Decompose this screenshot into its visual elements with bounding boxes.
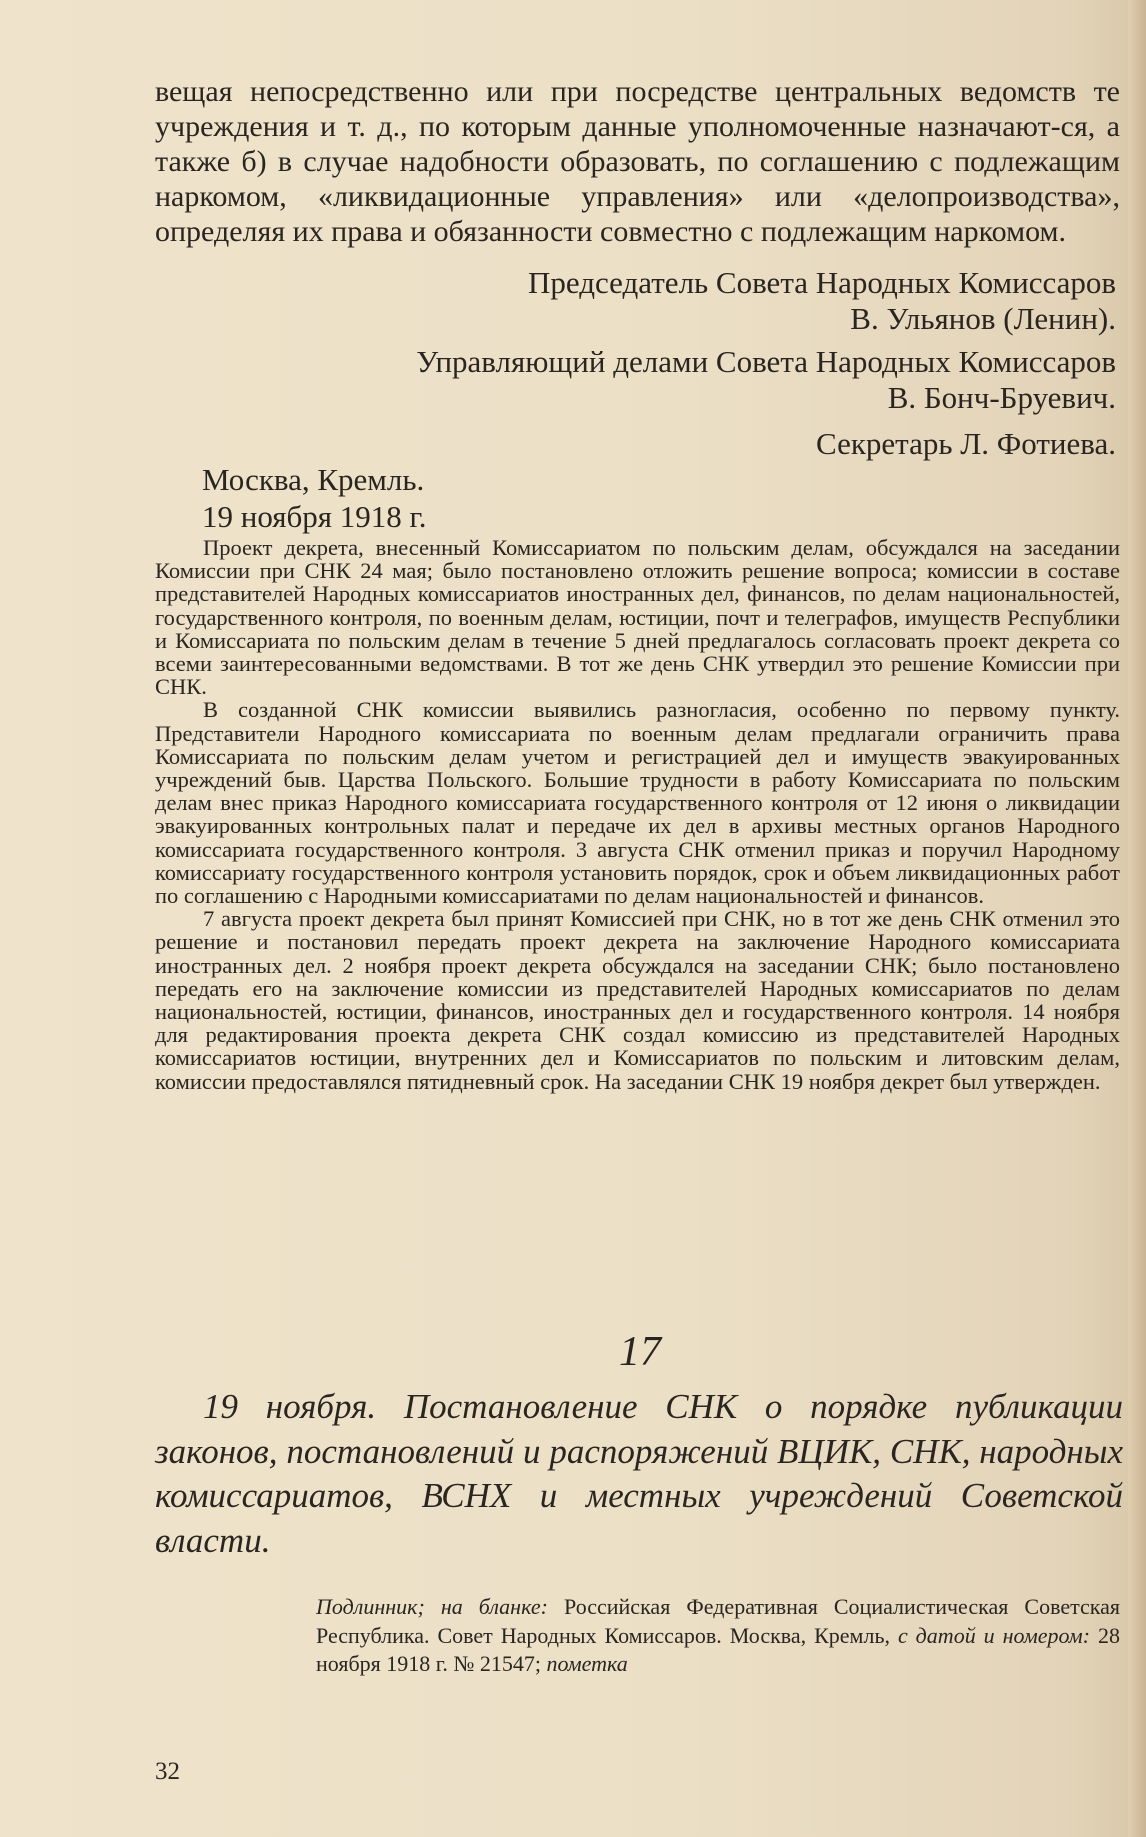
- note-paragraph-2: В созданной СНК комиссии выявились разногласия, особенно по первому пункту. Представители Народного комиссариата по военным делам предлагали ограничить права Комиссариата по польским делам учетом и регистрацией дел и имуществ эвакуированных учреждений быв. Царства Польского. Большие трудности в работу Комиссариата по польским делам внес приказ Народного комиссариата государственного контроля от 12 июня о ликвидации эвакуированных контрольных палат и передаче их дел в архивы местных органов Народного комиссариата государственного контроля. 3 августа СНК отменил приказ и поручил Народному комиссариату государственного контроля установить порядок, срок и объем ликвидационных работ по соглашению с Народными комиссариатами по делам национальностей и финансов.: [155, 697, 1120, 909]
- place-and-date: [202, 461, 427, 535]
- place: Москва, Кремль.: [202, 462, 425, 497]
- source-text-2: 28 ноября 1918 г. № 21547;: [316, 1622, 1121, 1676]
- date: 19 ноября 1918 г.: [202, 499, 427, 534]
- chairman-signature: [216, 265, 1116, 337]
- chairman-name: В. Ульянов (Ленин).: [850, 301, 1116, 336]
- document-number: 17: [619, 1329, 661, 1375]
- page-edge: [1128, 0, 1146, 1837]
- editorial-notes: [155, 536, 1120, 1093]
- source-text-1: Российская Федеративная Социалистическая Советская Республика. Совет Народных Комиссаров. Москва, Кремль,: [316, 1594, 1120, 1648]
- manager-title: Управляющий делами Совета Народных Комиссаров: [416, 344, 1116, 379]
- manager-name: В. Бонч-Бруевич.: [887, 380, 1116, 415]
- intro-paragraph: вещая непосредственно или при посредстве центральных ведомств те учреждения и т. д., по которым данные уполномоченные назначают-ся, а также б) в случае надобности образовать, по соглашению с подлежащим наркомом, «ликвидационные управления» или «делопроизводства», определяя их права и обязанности совместно с подлежащим наркомом.: [155, 75, 1120, 248]
- manager-signature: [216, 344, 1116, 416]
- note-paragraph-1: Проект декрета, внесенный Комиссариатом по польским делам, обсуждался на заседании Комиссии при СНК 24 мая; было постановлено отложить решение вопроса; комиссии в составе представителей Народных комиссариатов иностранных дел, финансов, по делам национальностей, государственного контроля, по военным делам, юстиции, почт и телеграфов, имуществ Республики и Комиссариата по польским делам в течение 5 дней предлагалось согласовать проект декрета со всеми заинтересованными ведомствами. В тот же день СНК утвердил это решение Комиссии при СНК.: [155, 535, 1120, 700]
- source-note: [316, 1593, 1120, 1679]
- chairman-title: Председатель Совета Народных Комиссаров: [528, 265, 1116, 300]
- source-label-original: Подлинник; на бланке:: [316, 1594, 548, 1619]
- note-paragraph-3: 7 августа проект декрета был принят Комиссией при СНК, но в тот же день СНК отменил это решение и постановил передать проект декрета на заключение Народного комиссариата иностранных дел. 2 ноября проект декрета обсуждался на заседании СНК; было постановлено передать его на заключение комиссии из представителей Народных комиссариатов по делам национальностей, юстиции, финансов, иностранных дел и государственного контроля. 14 ноября для редактирования проекта декрета СНК создал комиссию из представителей Народных комиссариатов юстиции, внутренних дел и Комиссариатов по польским и литовским делам, комиссии предоставлялся пятидневный срок. На заседании СНК 19 ноября декрет был утвержден.: [155, 906, 1120, 1094]
- secretary-signature: [216, 426, 1116, 462]
- source-label-mark: пометка: [546, 1651, 628, 1676]
- source-label-dated: с датой и номером:: [897, 1622, 1091, 1648]
- page-number: 32: [155, 1758, 180, 1785]
- secretary-line: Секретарь Л. Фотиева.: [816, 426, 1116, 461]
- document-title: 19 ноября. Постановление СНК о порядке публикации законов, постановлений и распоряжений ВЦИК, СНК, народных комиссариатов, ВСНХ и местных учреждений Советской власти.: [155, 1387, 1123, 1560]
